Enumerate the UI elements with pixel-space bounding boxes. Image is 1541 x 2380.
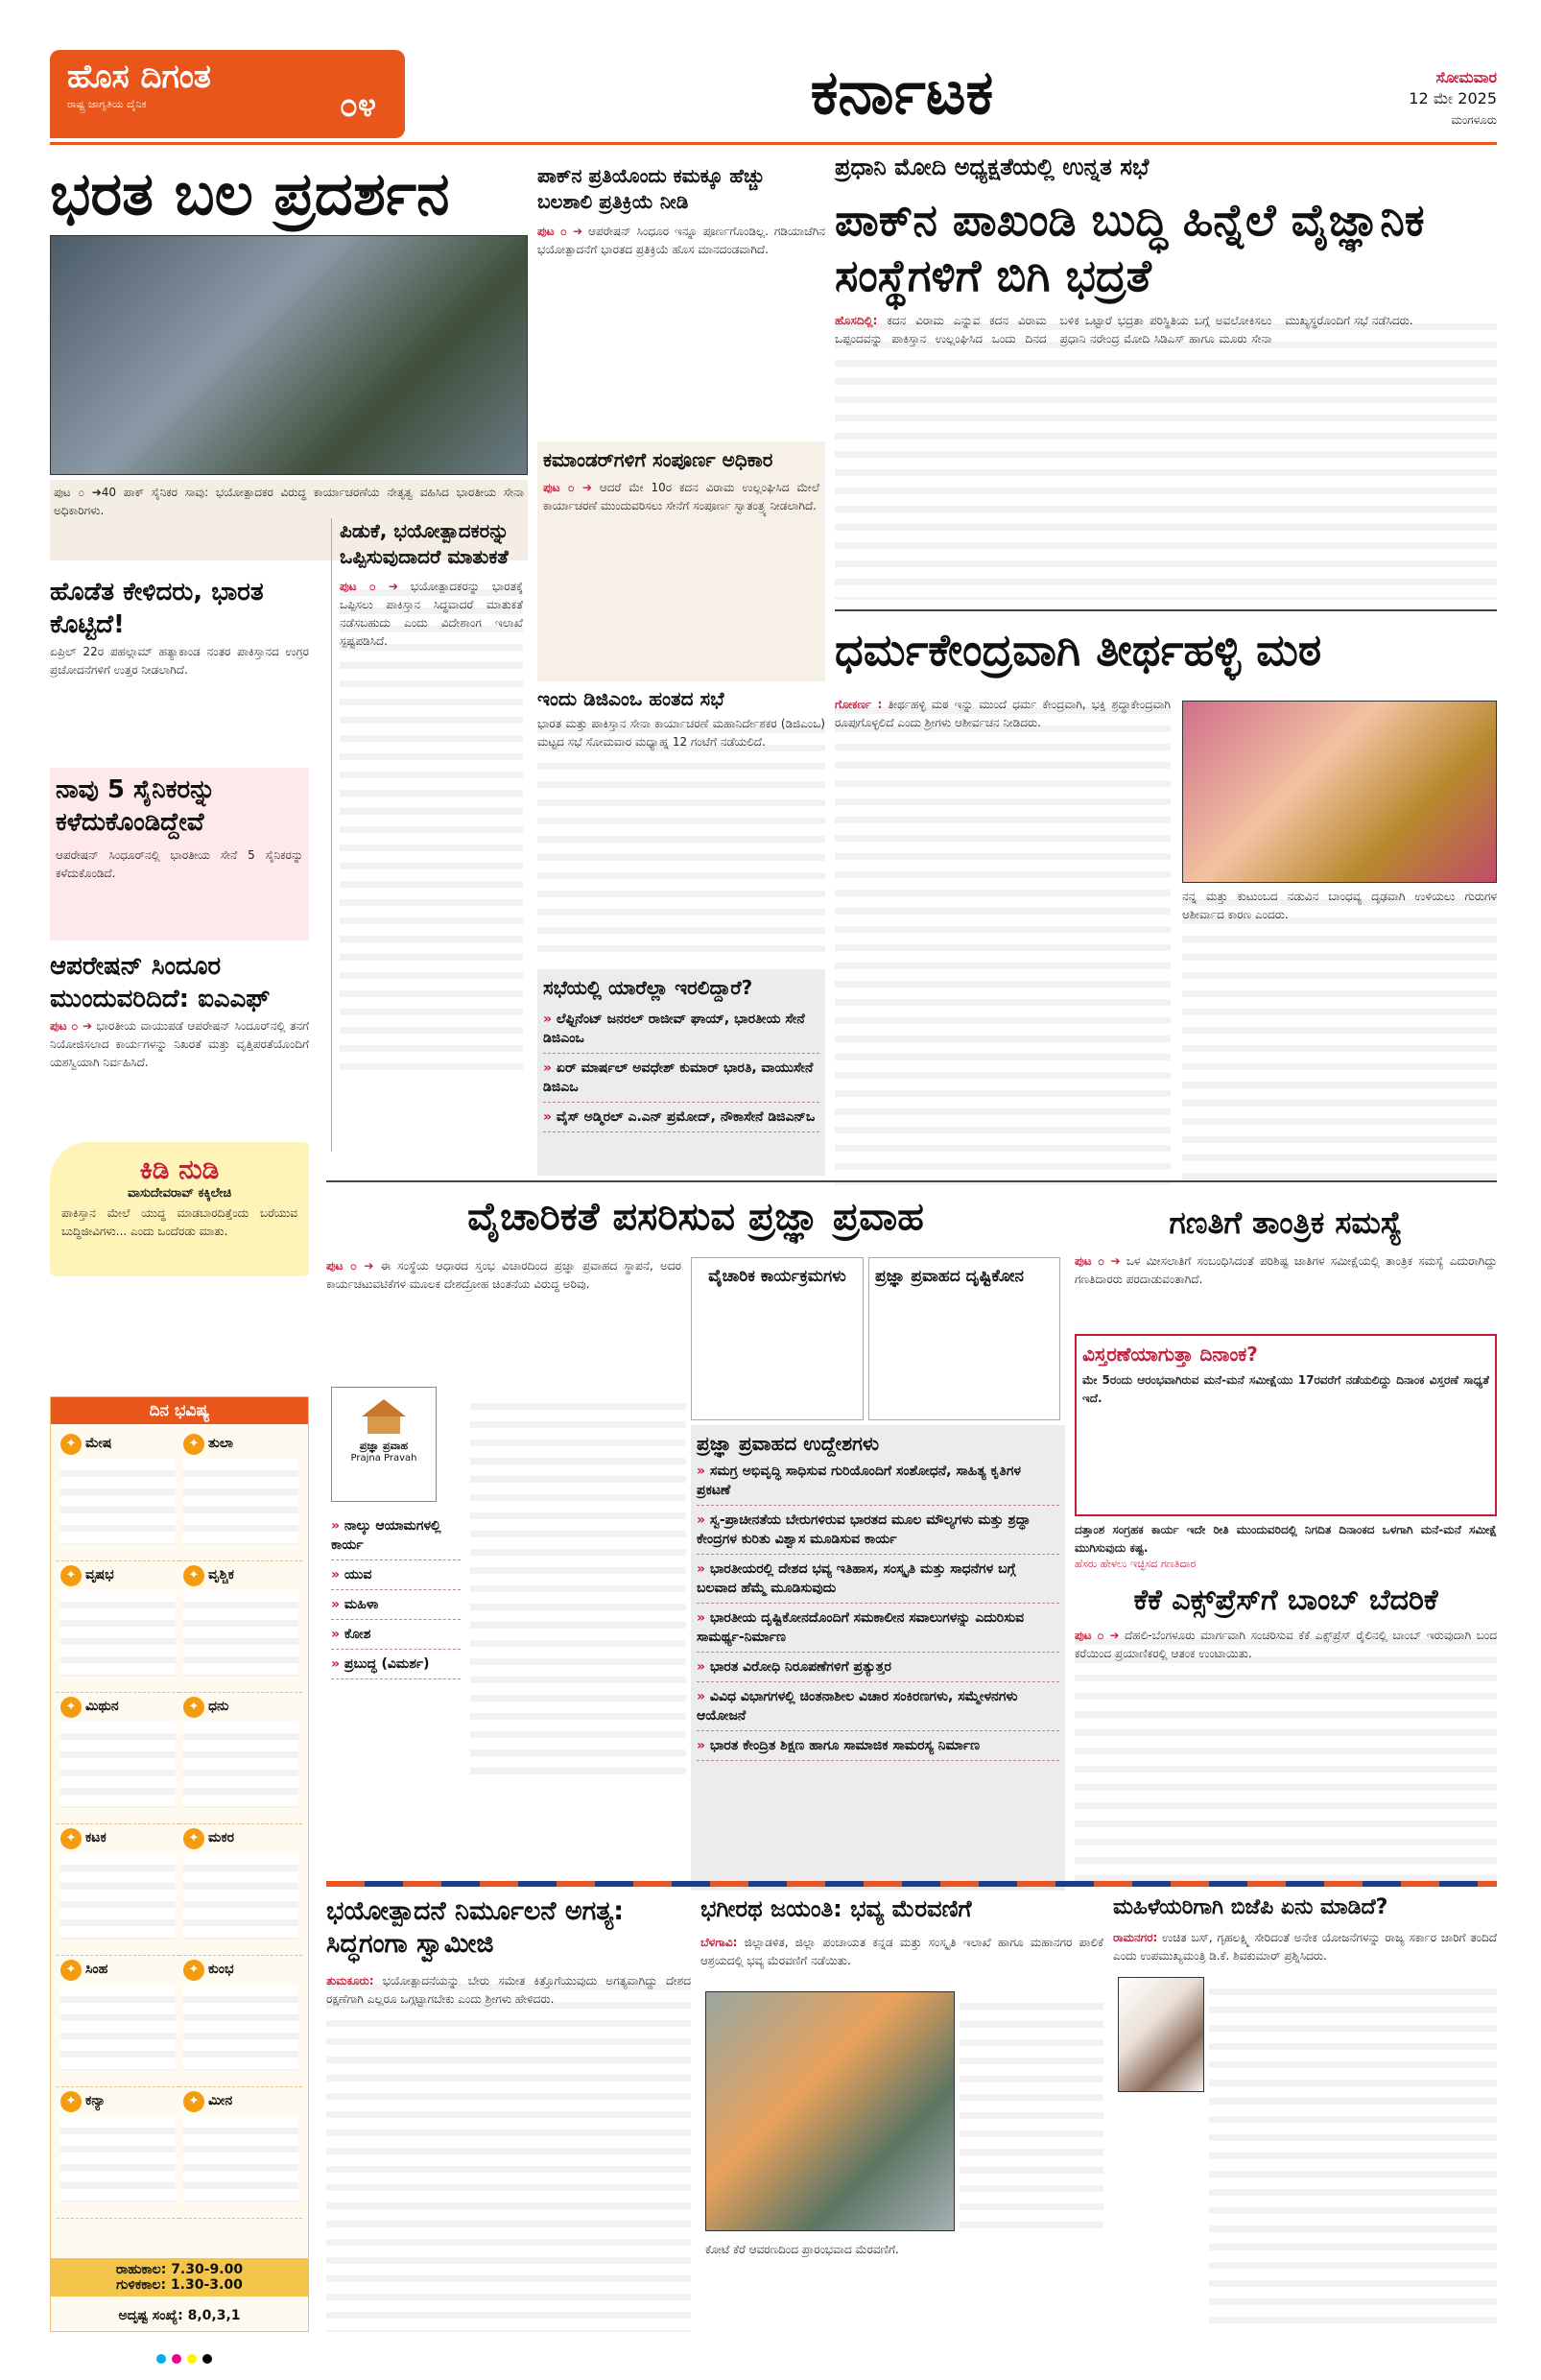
prajna-side-item: » ಮಹಿಳಾ — [331, 1590, 461, 1620]
bottom-color-rule — [326, 1881, 1497, 1887]
bhagiratha-dateline: ಬೆಳಗಾವಿ: — [700, 1936, 738, 1949]
prajna-aims-list — [697, 1457, 1059, 1761]
prajna-dateline: ಪುಟ ೦ ➔ — [326, 1259, 374, 1273]
bhagiratha-col — [960, 1991, 1103, 2231]
rashi-sign-label: ಮೀನ — [208, 2093, 233, 2108]
soldiers-box — [50, 768, 309, 940]
prajna-col2 — [470, 1392, 686, 1785]
prajna-text: ಈ ಸಂಸ್ಥೆಯ ಆಧಾರದ ಸ್ತಂಭ ವಿಚಾರದಿಂದ ಪ್ರಜ್ಞಾ ಪ್ರವಾಹದ ಸ್ಥಾಪನೆ, ಅದರ ಕಾರ್ಯಚಟುವಟಿಕೆಗಳ ಮೂಲಕ ದೇಶದ್ರೋಹ ಚಿಂತನೆಯ ವಿರುದ್ಧ ಅರಿವು. — [326, 1259, 681, 1291]
bjp-women-photo — [1118, 1977, 1204, 2092]
commanders-headline: ಕಮಾಂಡರ್‌ಗಳಿಗೆ ಸಂಪೂರ್ಣ ಅಧಿಕಾರ — [543, 448, 773, 471]
ganati-note-text: ದತ್ತಾಂಶ ಸಂಗ್ರಹಕ ಕಾರ್ಯ ಇದೇ ರೀತಿ ಮುಂದುವರಿದಲ್ಲಿ ನಿಗದಿತ ದಿನಾಂಕದ ಒಳಗಾಗಿ ಮನೆ-ಮನೆ ಸಮೀಕ್ಷೆ ಮುಗಿಸುವುದು ಕಷ್ಟ. — [1075, 1523, 1497, 1555]
pm-meet-body — [835, 312, 1497, 600]
rashi-sign — [183, 1960, 298, 1981]
dharma-body — [835, 696, 1171, 1185]
kk-body — [1075, 1627, 1497, 1886]
prajna-aim-item: » ಭಾರತೀಯ ದೃಷ್ಟಿಕೋನದೊಂದಿಗೆ ಸಮಕಾಲೀನ ಸವಾಲುಗಳನ್ನು ಎದುರಿಸುವ ಸಾಮರ್ಥ್ಯ-ನಿರ್ಮಾಣ — [697, 1604, 1059, 1653]
siddaganga-headline: ಭಯೋತ್ಪಾದನೆ ನಿರ್ಮೂಲನೆ ಅಗತ್ಯ: ಸಿದ್ಧಗಂಗಾ ಸ್ವಾಮೀಜಿ — [326, 1896, 625, 1959]
pidike-story — [331, 518, 523, 1152]
pidike-dateline: ಪುಟ ೦ ➔ — [340, 580, 398, 593]
pidike-text: ಭಯೋತ್ಪಾದಕರನ್ನು ಭಾರತಕ್ಕೆ ಒಪ್ಪಿಸಲು ಪಾಕಿಸ್ತಾನ ಸಿದ್ಧವಾದರೆ ಮಾತುಕತೆ ನಡೆಸಬಹುದು ಎಂದು ವಿದೇಶಾಂಗ ಇಲಾಖೆ ಸ್ಪಷ್ಟಪಡಿಸಿದೆ. — [340, 580, 523, 648]
pak-response-headline: ಪಾಕ್‌ನ ಪ್ರತಿಯೊಂದು ಕಮಕ್ಕೂ ಹೆಚ್ಚು ಬಲಶಾಲಿ ಪ್ರತಿಕ್ರಿಯೆ ನೀಡಿ — [537, 164, 765, 213]
prajna-box1-title: ವೈಚಾರಿಕ ಕಾರ್ಯಕ್ರಮಗಳು — [708, 1267, 846, 1286]
hodeta-headline: ಹೊಡೆತ ಕೇಳಿದರು, ಭಾರತ ಕೊಟ್ಟಿದೆ! — [50, 578, 264, 639]
lucky-number: ಅದೃಷ್ಟ ಸಂಖ್ಯೆ: 8,0,3,1 — [118, 2308, 241, 2323]
rashi-cell — [57, 1430, 179, 1561]
kidi-nudi-box — [50, 1142, 309, 1276]
dharma-photo — [1182, 701, 1497, 883]
zodiac-icon: ✦ — [183, 1828, 204, 1849]
prajna-aims-box — [691, 1425, 1065, 1891]
zodiac-icon: ✦ — [183, 1960, 204, 1981]
meeting-body: ಭಾರತ ಮತ್ತು ಪಾಕಿಸ್ತಾನ ಸೇನಾ ಕಾರ್ಯಾಚರಣೆ ಮಹಾನಿರ್ದೇಶಕರ (ಡಿಜಿಎಂಒ) ಮಟ್ಟದ ಸಭೆ ಸೋಮವಾರ ಮಧ್ಯಾಹ್ನ 12 ಗಂಟೆಗೆ ನಡೆಯಲಿದೆ. — [537, 715, 825, 960]
rashi-text — [183, 1590, 298, 1677]
rahukala: ರಾಹುಕಾಲ: 7.30-9.00 — [115, 2262, 244, 2277]
bhagiratha-caption: ಕೋಟೆ ಕೆರೆ ಆವರಣದಿಂದ ಪ್ರಾರಂಭವಾದ ಮೆರವಣಿಗೆ. — [705, 2243, 899, 2256]
pidike-body — [340, 578, 523, 1077]
commanders-box — [537, 441, 825, 681]
place-label: ಮಂಗಳೂರು — [1451, 113, 1497, 127]
prajna-logo-text: ಪ್ರಜ್ಞಾ ಪ್ರವಾಹ — [359, 1440, 409, 1452]
rashi-sign — [60, 2091, 176, 2112]
ganati-sub-box — [1075, 1334, 1497, 1516]
bjp-women-dateline: ರಾಮನಗರ: — [1113, 1931, 1158, 1944]
rashi-sign-label: ಕಟಕ — [85, 1830, 107, 1845]
date-label: 12 ಮೇ 2025 — [1409, 89, 1497, 107]
rashi-cell — [179, 1693, 302, 1824]
zodiac-icon: ✦ — [60, 2091, 82, 2112]
iaf-body — [50, 1017, 309, 1132]
attendees-box — [537, 969, 825, 1176]
siddaganga-body — [326, 1972, 691, 2332]
rashi-sign-label: ವೃಶ್ಚಿಕ — [208, 1567, 234, 1583]
mid-rule — [326, 1180, 1497, 1182]
soldiers-headline: ನಾವು 5 ಸೈನಿಕರನ್ನು ಕಳೆದುಕೊಂಡಿದ್ದೇವೆ — [56, 775, 216, 837]
rashi-box — [50, 1396, 309, 2332]
newspaper-tagline: ರಾಷ್ಟ್ರ ಜಾಗೃತಿಯ ದೈನಿಕ — [67, 98, 147, 110]
pidike-headline: ಪಿಡುಕೆ, ಭಯೋತ್ಪಾದಕರನ್ನು ಒಪ್ಪಿಸುವುದಾದರೆ ಮಾತುಕತೆ — [340, 519, 510, 568]
rashi-sign-label: ಮೇಷ — [85, 1436, 112, 1451]
meeting-headline: ಇಂದು ಡಿಜಿಎಂಒ ಹಂತದ ಸಭೆ — [537, 687, 724, 710]
bhagiratha-headline: ಭಗೀರಥ ಜಯಂತಿ: ಭವ್ಯ ಮೆರವಣಿಗೆ — [700, 1895, 972, 1922]
rashi-sign-label: ಕನ್ಯಾ — [85, 2093, 106, 2108]
rashi-cell — [57, 1956, 179, 2087]
prajna-aim-item: » ಭಾರತೀಯರಲ್ಲಿ ದೇಶದ ಭವ್ಯ ಇತಿಹಾಸ, ಸಂಸ್ಕೃತಿ ಮತ್ತು ಸಾಧನೆಗಳ ಬಗ್ಗೆ ಬಲವಾದ ಹೆಮ್ಮೆ ಮೂಡಿಸುವುದು — [697, 1555, 1059, 1604]
prajna-side-item: » ನಾಲ್ಕು ಆಯಾಮಗಳಲ್ಲಿ ಕಾರ್ಯ — [331, 1511, 461, 1560]
prajna-aims-title: ಪ್ರಜ್ಞಾ ಪ್ರವಾಹದ ಉದ್ದೇಶಗಳು — [697, 1432, 880, 1455]
pak-response-text: ಆಪರೇಷನ್ ಸಿಂಧೂರ ಇನ್ನೂ ಪೂರ್ಣಗೊಂಡಿಲ್ಲ. ಗಡಿಯಾಚೆಗಿನ ಭಯೋತ್ಪಾದನೆಗೆ ಭಾರತದ ಪ್ರತಿಕ್ರಿಯೆ ಹೊಸ ಮಾನದಂಡವಾಗಿದೆ. — [537, 225, 825, 256]
rashi-sign — [60, 1960, 176, 1981]
ganati-body — [1075, 1252, 1497, 1329]
newspaper-name: ಹೊಸ ದಿಗಂತ — [67, 58, 211, 96]
rashi-sign — [183, 1434, 298, 1455]
iaf-dateline: ಪುಟ ೦ ➔ — [50, 1019, 93, 1033]
rashi-text — [60, 1853, 176, 1940]
ganati-sub-text: ಮೇ 5ರಂದು ಆರಂಭವಾಗಿರುವ ಮನೆ-ಮನೆ ಸಮೀಕ್ಷೆಯು 17ರವರೆಗೆ ನಡೆಯಲಿದ್ದು ದಿನಾಂಕ ವಿಸ್ತರಣೆ ಸಾಧ್ಯತೆ ಇದೆ. — [1082, 1373, 1489, 1405]
print-marks — [154, 2349, 215, 2368]
section-rule — [835, 609, 1497, 611]
dateline-box — [1305, 67, 1497, 131]
zodiac-icon: ✦ — [60, 1960, 82, 1981]
dharma-headline: ಧರ್ಮಕೇಂದ್ರವಾಗಿ ತೀರ್ಥಹಳ್ಳಿ ಮಠ — [835, 624, 1322, 676]
commanders-dateline: ಪುಟ ೦ ➔ — [543, 481, 592, 494]
lead-caption: ಪುಟ ೦ ➔40 ಪಾಕ್ ಸೈನಿಕರ ಸಾವು: ಭಯೋತ್ಪಾದಕರ ವಿರುದ್ಧ ಕಾರ್ಯಾಚರಣೆಯ ನೇತೃತ್ವ ವಹಿಸಿದ ಭಾರತೀಯ ಸೇನಾ ಅಧಿಕಾರಿಗಳು. — [50, 480, 528, 560]
bjp-women-headline: ಮಹಿಳೆಯರಿಗಾಗಿ ಬಿಜೆಪಿ ಏನು ಮಾಡಿದೆ? — [1113, 1895, 1388, 1919]
dharma-dateline: ಗೋಕರ್ಣ : — [835, 698, 883, 711]
rashi-text — [183, 1722, 298, 1808]
kala-box — [51, 2258, 308, 2297]
ganati-headline: ಗಣತಿಗೆ ತಾಂತ್ರಿಕ ಸಮಸ್ಯೆ — [1169, 1204, 1403, 1241]
rashi-cell — [179, 1561, 302, 1693]
rashi-text — [60, 1590, 176, 1677]
rashi-sign-label: ಸಿಂಹ — [85, 1962, 108, 1977]
masthead-rule — [50, 142, 1497, 145]
kidi-author: ವಾಸುದೇವರಾವ್ ಕಕ್ಕಿಲೇಚಿ — [127, 1186, 232, 1201]
kidi-body: ಪಾಕಿಸ್ತಾನ ಮೇಲೆ ಯುದ್ಧ ಮಾಡಬಾರದಿತ್ತೆಂದು ಬರೆಯುವ ಬುದ್ಧಿಜೀವಿಗಳು... ಎಂದು ಒಂದೆರಡು ಮಾತು. — [61, 1206, 297, 1238]
page-number: ೦೪ — [339, 86, 376, 125]
siddaganga-dateline: ತುಮಕೂರು: — [326, 1974, 374, 1987]
rashi-sign-label: ಮಕರ — [208, 1830, 235, 1845]
rashi-cell — [57, 2087, 179, 2219]
prajna-box1 — [691, 1257, 864, 1420]
rashi-sign-label: ಕುಂಭ — [208, 1962, 234, 1977]
rashi-grid — [51, 1424, 308, 2225]
prajna-aim-item: » ವಿವಿಧ ವಿಭಾಗಗಳಲ್ಲಿ ಚಿಂತನಾಶೀಲ ವಿಚಾರ ಸಂಕಿರಣಗಳು, ಸಮ್ಮೇಳನಗಳು ಆಯೋಜನೆ — [697, 1682, 1059, 1731]
prajna-box2-title: ಪ್ರಜ್ಞಾ ಪ್ರವಾಹದ ದೃಷ್ಟಿಕೋನ — [875, 1267, 1024, 1286]
rashi-sign — [60, 1434, 176, 1455]
prajna-body — [326, 1257, 681, 1382]
rashi-text — [60, 1985, 176, 2071]
ganati-note-by: ಹೆಸರು ಹೇಳಲು ಇಚ್ಛಿಸದ ಗಣತಿದಾರ — [1075, 1558, 1197, 1570]
iaf-headline: ಆಪರೇಷನ್ ಸಿಂದೂರ ಮುಂದುವರಿದಿದೆ: ಐಎಎಫ್ — [50, 952, 271, 1013]
commanders-text: ಆದರೆ ಮೇ 10ರ ಕದನ ವಿರಾಮ ಉಲ್ಲಂಘಿಸಿದ ಮೇಲೆ ಕಾರ್ಯಾಚರಣೆ ಮುಂದುವರಿಸಲು ಸೇನೆಗೆ ಸಂಪೂರ್ಣ ಸ್ವಾತಂತ್ರ್ಯ ನೀಡಲಾಗಿದೆ. — [543, 481, 819, 512]
rashi-cell — [179, 1956, 302, 2087]
prajna-side-item: » ಪ್ರಬುದ್ಧ (ವಿಮರ್ಶ) — [331, 1650, 461, 1679]
rashi-sign — [183, 1565, 298, 1586]
kk-text: ದೆಹಲಿ-ಬೆಂಗಳೂರು ಮಾರ್ಗವಾಗಿ ಸಂಚರಿಸುವ ಕೆಕೆ ಎಕ್ಸ್‌ಪ್ರೆಸ್ ರೈಲಿನಲ್ಲಿ ಬಾಂಬ್ ಇರುವುದಾಗಿ ಬಂದ ಕರೆಯಿಂದ ಪ್ರಯಾಣಿಕರಲ್ಲಿ ಆತಂಕ ಉಂಟಾಯಿತು. — [1075, 1629, 1497, 1660]
pak-response-body — [537, 223, 825, 434]
rashi-sign — [60, 1697, 176, 1718]
kk-headline: ಕೆಕೆ ಎಕ್ಸ್‌ಪ್ರೆಸ್‌ಗೆ ಬಾಂಬ್ ಬೆದರಿಕೆ — [1133, 1583, 1438, 1617]
hodeta-body: ಏಪ್ರಿಲ್ 22ರ ಪಹಲ್ಗಾಮ್ ಹತ್ಯಾಕಾಂಡ ನಂತರ ಪಾಕಿಸ್ತಾನದ ಉಗ್ರರ ಪ್ರಚೋದನೆಗಳಿಗೆ ಉತ್ತರ ನೀಡಲಾಗಿದೆ. — [50, 645, 309, 677]
zodiac-icon: ✦ — [183, 2091, 204, 2112]
rashi-sign-label: ವೃಷಭ — [85, 1567, 114, 1583]
prajna-side-item: » ಕೋಶ — [331, 1620, 461, 1650]
rashi-title: ದಿನ ಭವಿಷ್ಯ — [51, 1397, 308, 1424]
bjp-women-body — [1113, 1929, 1497, 1977]
rashi-sign-label: ಮಿಥುನ — [85, 1699, 119, 1714]
rashi-sign-label: ಧನು — [208, 1699, 229, 1714]
zodiac-icon: ✦ — [183, 1697, 204, 1718]
ganati-sub-title: ವಿಸ್ತರಣೆಯಾಗುತ್ತಾ ದಿನಾಂಕ? — [1082, 1343, 1258, 1366]
attendee-item: » ಲೆಫ್ಟಿನೆಂಟ್ ಜನರಲ್ ರಾಜೀವ್ ಘಾಯ್, ಭಾರತೀಯ ಸೇನೆ ಡಿಜಿಎಂಒ — [543, 1005, 819, 1054]
masthead-logo — [50, 50, 405, 138]
dharma-text: ತೀರ್ಥಹಳ್ಳಿ ಮಠ ಇನ್ನು ಮುಂದೆ ಧರ್ಮ ಕೇಂದ್ರವಾಗಿ, ಭಕ್ತಿ ಶ್ರದ್ಧಾಕೇಂದ್ರವಾಗಿ ರೂಪುಗೊಳ್ಳಲಿದೆ ಎಂದು ಶ್ರೀಗಳು ಆಶೀರ್ವಚನ ನೀಡಿದರು. — [835, 698, 1171, 729]
attendee-list — [543, 1005, 819, 1132]
prajna-logo — [331, 1387, 437, 1502]
zodiac-icon: ✦ — [60, 1697, 82, 1718]
pak-response-dateline: ಪುಟ ೦ ➔ — [537, 225, 583, 238]
pm-meet-text: ಕದನ ವಿರಾಮ ಎನ್ನುವ ಕದನ ವಿರಾಮ ಒಪ್ಪಂದವನ್ನು ಪಾಕಿಸ್ತಾನ ಉಲ್ಲಂಘಿಸಿದ ಒಂದು ದಿನದ ಬಳಿಕ ಒಟ್ಟಾರೆ ಭದ್ರತಾ ಪರಿಸ್ಥಿತಿಯ ಬಗ್ಗೆ ಅವಲೋಕಿಸಲು ಪ್ರಧಾನಿ ನರೇಂದ್ರ ಮೋದಿ ಸಿಡಿಎಸ್ ಹಾಗೂ ಮೂರು ಸೇನಾ ಮುಖ್ಯಸ್ಥರೊಂದಿಗೆ ಸಭೆ ನಡೆಸಿದರು. — [835, 314, 1413, 345]
ganati-text: ಒಳ ಮೀಸಲಾತಿಗೆ ಸಂಬಂಧಿಸಿದಂತೆ ಪರಿಶಿಷ್ಟ ಜಾತಿಗಳ ಸಮೀಕ್ಷೆಯಲ್ಲಿ ತಾಂತ್ರಿಕ ಸಮಸ್ಯೆ ಎದುರಾಗಿದ್ದು ಗಣತಿದಾರರು ಪರದಾಡುವಂತಾಗಿದೆ. — [1075, 1254, 1497, 1286]
prajna-side-item: » ಯುವ — [331, 1560, 461, 1590]
bhagiratha-body — [700, 1934, 1103, 1987]
rashi-text — [183, 1985, 298, 2071]
bhagiratha-text: ಜಿಲ್ಲಾಡಳಿತ, ಜಿಲ್ಲಾ ಪಂಚಾಯತ ಕನ್ನಡ ಮತ್ತು ಸಂಸ್ಕೃತಿ ಇಲಾಖೆ ಹಾಗೂ ಮಹಾನಗರ ಪಾಲಿಕೆ ಆಶ್ರಯದಲ್ಲಿ ಭವ್ಯ ಮೆರವಣಿಗೆ ನಡೆಯಿತು. — [700, 1936, 1103, 1967]
prajna-logo-text-en: Prajna Pravah — [350, 1453, 417, 1464]
rashi-cell — [179, 1824, 302, 1956]
rashi-sign — [60, 1565, 176, 1586]
pm-meet-headline: ಪಾಕ್‌ನ ಪಾಖಂಡಿ ಬುದ್ಧಿ ಹಿನ್ನೆಲೆ ವೈಜ್ಞಾನಿಕ ಸಂಸ್ಥೆಗಳಿಗೆ ಬಿಗಿ ಭದ್ರತೆ — [835, 194, 1425, 301]
day-label: ಸೋಮವಾರ — [1435, 68, 1497, 86]
attendee-item: » ವೈಸ್ ಅಡ್ಮಿರಲ್ ಎ.ಎನ್ ಪ್ರಮೋದ್, ನೌಕಾಸೇನೆ ಡಿಜಿಎನ್ಒ — [543, 1103, 819, 1132]
lead-photo — [50, 235, 528, 475]
rashi-sign-label: ತುಲಾ — [208, 1436, 233, 1451]
rashi-text — [183, 1459, 298, 1545]
siddaganga-text: ಭಯೋತ್ಪಾದನೆಯನ್ನು ಬೇರು ಸಮೇತ ಕಿತ್ತೊಗೆಯುವುದು ಅಗತ್ಯವಾಗಿದ್ದು ದೇಶದ ರಕ್ಷಣೆಗಾಗಿ ಎಲ್ಲರೂ ಒಗ್ಗಟ್ಟಾಗಬೇಕು ಎಂದು ಶ್ರೀಗಳು ಹೇಳಿದರು. — [326, 1974, 691, 2006]
prajna-side-items — [331, 1511, 461, 1679]
rashi-text — [60, 1459, 176, 1545]
gulika: ಗುಳಿಕಕಾಲ: 1.30-3.00 — [116, 2277, 243, 2293]
ganati-note — [1075, 1521, 1497, 1579]
prajna-aim-item: » ಸಮಗ್ರ ಅಭಿವೃದ್ಧಿ ಸಾಧಿಸುವ ಗುರಿಯೊಂದಿಗೆ ಸಂಶೋಧನೆ, ಸಾಹಿತ್ಯ ಕೃತಿಗಳ ಪ್ರಕಟಣೆ — [697, 1457, 1059, 1506]
prajna-side-list — [331, 1511, 461, 1679]
prajna-aim-item: » ಸ್ವ-ಪ್ರಾಚೀನತೆಯ ಬೇರುಗಳಿರುವ ಭಾರತದ ಮೂಲ ಮೌಲ್ಯಗಳು ಮತ್ತು ಶ್ರದ್ಧಾ ಕೇಂದ್ರಗಳ ಕುರಿತು ವಿಶ್ವಾಸ ಮೂಡಿಸುವ ಕಾರ್ಯ — [697, 1506, 1059, 1555]
prajna-aim-item: » ಭಾರತ ಕೇಂದ್ರಿತ ಶಿಕ್ಷಣ ಹಾಗೂ ಸಾಮಾಜಿಕ ಸಾಮರಸ್ಯ ನಿರ್ಮಾಣ — [697, 1731, 1059, 1761]
zodiac-icon: ✦ — [60, 1434, 82, 1455]
rashi-sign — [183, 1828, 298, 1849]
commanders-body — [543, 479, 819, 515]
zodiac-icon: ✦ — [183, 1434, 204, 1455]
rashi-cell — [57, 1824, 179, 1956]
pm-meet-kicker: ಪ್ರಧಾನಿ ಮೋದಿ ಅಧ್ಯಕ್ಷತೆಯಲ್ಲಿ ಉನ್ನತ ಸಭೆ — [835, 154, 1150, 180]
ganati-dateline: ಪುಟ ೦ ➔ — [1075, 1254, 1121, 1268]
rashi-sign — [183, 2091, 298, 2112]
lead-headline: ಭರತ ಬಲ ಪ್ರದರ್ಶನ — [50, 158, 450, 228]
rashi-text — [60, 2116, 176, 2202]
bjp-women-text: ಉಚಿತ ಬಸ್, ಗೃಹಲಕ್ಷ್ಮಿ ಸೇರಿದಂತೆ ಅನೇಕ ಯೋಜನೆಗಳನ್ನು ರಾಜ್ಯ ಸರ್ಕಾರ ಜಾರಿಗೆ ತಂದಿದೆ ಎಂದು ಉಪಮುಖ್ಯಮಂತ್ರಿ ಡಿ.ಕೆ. ಶಿವಕುಮಾರ್ ಪ್ರಶ್ನಿಸಿದರು. — [1113, 1931, 1497, 1963]
attendee-item: » ಏರ್ ಮಾರ್ಷಲ್ ಅವಧೇಶ್ ಕುಮಾರ್ ಭಾರತಿ, ವಾಯುಸೇನೆ ಡಿಜಿಎಒ — [543, 1054, 819, 1103]
kk-dateline: ಪುಟ ೦ ➔ — [1075, 1629, 1120, 1642]
rashi-cell — [179, 2087, 302, 2219]
rashi-cell — [57, 1693, 179, 1824]
rashi-text — [183, 1853, 298, 1940]
zodiac-icon: ✦ — [60, 1565, 82, 1586]
rashi-sign — [183, 1697, 298, 1718]
rashi-text — [183, 2116, 298, 2202]
prajna-headline: ವೈಚಾರಿಕತೆ ಪಸರಿಸುವ ಪ್ರಜ್ಞಾ ಪ್ರವಾಹ — [467, 1195, 924, 1239]
zodiac-icon: ✦ — [60, 1828, 82, 1849]
pm-meet-dateline: ಹೊಸದಿಲ್ಲಿ: — [835, 314, 878, 327]
kidi-title: ಕಿಡಿ ನುಡಿ — [139, 1154, 220, 1185]
attendees-headline: ಸಭೆಯಲ್ಲಿ ಯಾರೆಲ್ಲಾ ಇರಲಿದ್ದಾರೆ? — [543, 976, 753, 999]
rashi-cell — [179, 1430, 302, 1561]
iaf-text: ಭಾರತೀಯ ವಾಯುಪಡೆ ಆಪರೇಷನ್ ಸಿಂದೂರ್‌ನಲ್ಲಿ ತನಗೆ ನಿಯೋಜಿಸಲಾದ ಕಾರ್ಯಗಳನ್ನು ನಿಖರತೆ ಮತ್ತು ವೃತ್ತಿಪರತೆಯೊಂದಿಗೆ ಯಶಸ್ವಿಯಾಗಿ ನಿರ್ವಹಿಸಿದೆ. — [50, 1019, 310, 1069]
rashi-sign — [60, 1828, 176, 1849]
prajna-aim-item: » ಭಾರತ ವಿರೋಧಿ ನಿರೂಪಣೆಗಳಿಗೆ ಪ್ರತ್ಯುತ್ತರ — [697, 1653, 1059, 1682]
zodiac-icon: ✦ — [183, 1565, 204, 1586]
rashi-text — [60, 1722, 176, 1808]
rashi-cell — [57, 1561, 179, 1693]
bhagiratha-photo — [705, 1991, 955, 2231]
temple-icon — [360, 1397, 408, 1436]
section-title: ಕರ್ನಾಟಕ — [810, 58, 994, 129]
bjp-women-col — [1209, 1977, 1497, 2332]
soldiers-body: ಆಪರೇಷನ್ ಸಿಂಧೂರ್‌ನಲ್ಲಿ ಭಾರತೀಯ ಸೇನೆ 5 ಸೈನಿಕರನ್ನು ಕಳೆದುಕೊಂಡಿದೆ. — [56, 848, 303, 880]
dharma-caption: ನನ್ನ ಮತ್ತು ಕುಟುಂಬದ ನಡುವಿನ ಬಾಂಧವ್ಯ ದೃಢವಾಗಿ ಉಳಿಯಲು ಗುರುಗಳ ಆಶೀರ್ವಾದ ಕಾರಣ ಎಂದರು. — [1182, 888, 1497, 1185]
prajna-box2 — [868, 1257, 1060, 1420]
